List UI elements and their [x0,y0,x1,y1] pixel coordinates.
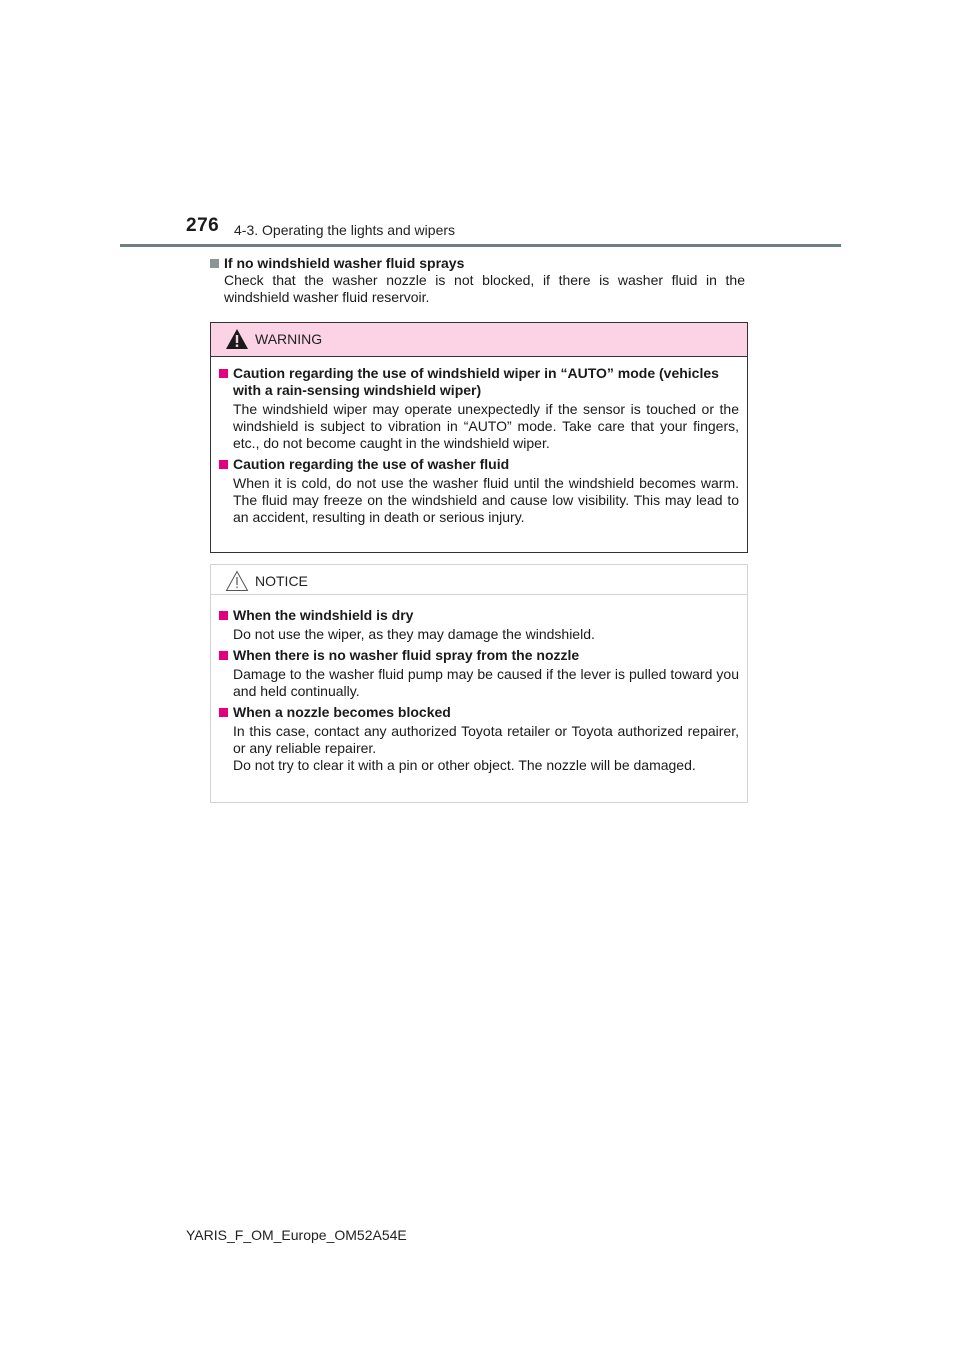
notice-item-text: Damage to the washer fluid pump may be caused if the lever is pulled toward you and held continually. [233,666,739,699]
warning-item-text: When it is cold, do not use the washer fluid until the windshield becomes warm. The fluid may freeze on the windshield and cause low visibility. This may lead to an accident, resulting in death or serious injury. [233,475,739,525]
square-bullet-icon [219,708,228,717]
warning-item [219,365,739,452]
warning-item [219,456,739,526]
notice-content [211,595,747,774]
square-bullet-icon [219,460,228,469]
warning-item-heading: Caution regarding the use of washer fluid [233,456,510,472]
warning-content [211,357,747,526]
warning-box [210,322,748,553]
section-title: 4-3. Operating the lights and wipers [234,222,456,238]
notice-item-heading: When there is no washer fluid spray from the nozzle [233,647,580,663]
warning-label: WARNING [255,331,323,347]
notice-item [219,607,739,643]
square-bullet-icon [219,651,228,660]
warning-triangle-icon [225,328,249,350]
notice-item [219,647,739,700]
square-bullet-icon [210,259,219,268]
notice-item-text: Do not use the wiper, as they may damage the windshield. [233,626,595,642]
intro-heading: If no windshield washer fluid sprays [224,255,465,271]
notice-box [210,564,748,803]
intro-section [210,255,745,306]
notice-item-text: In this case, contact any authorized Toyota retailer or Toyota authorized repairer, or any reliable repairer. [233,723,739,756]
footer-doc-id: YARIS_F_OM_Europe_OM52A54E [186,1227,407,1243]
notice-item-heading: When a nozzle becomes blocked [233,704,451,720]
notice-item-text-2: Do not try to clear it with a pin or other object. The nozzle will be damaged. [233,757,696,773]
header-rule [120,244,841,247]
square-bullet-icon [219,369,228,378]
page-number: 276 [186,215,220,236]
warning-header [211,323,747,357]
intro-text: Check that the washer nozzle is not blocked, if there is washer fluid in the windshield washer fluid reservoir. [224,272,745,305]
notice-label: NOTICE [255,573,308,589]
notice-item [219,704,739,774]
square-bullet-icon [219,611,228,620]
notice-triangle-icon [225,570,249,592]
notice-item-heading: When the windshield is dry [233,607,414,623]
warning-item-text: The windshield wiper may operate unexpectedly if the sensor is touched or the windshield is subject to vibration in “AUTO” mode. Take care that your fingers, etc., do not become caught in the windshield wiper. [233,401,739,451]
notice-header [211,565,747,595]
warning-item-heading: Caution regarding the use of windshield wiper in “AUTO” mode (vehicles with a rain-sensing windshield wiper) [233,365,719,398]
